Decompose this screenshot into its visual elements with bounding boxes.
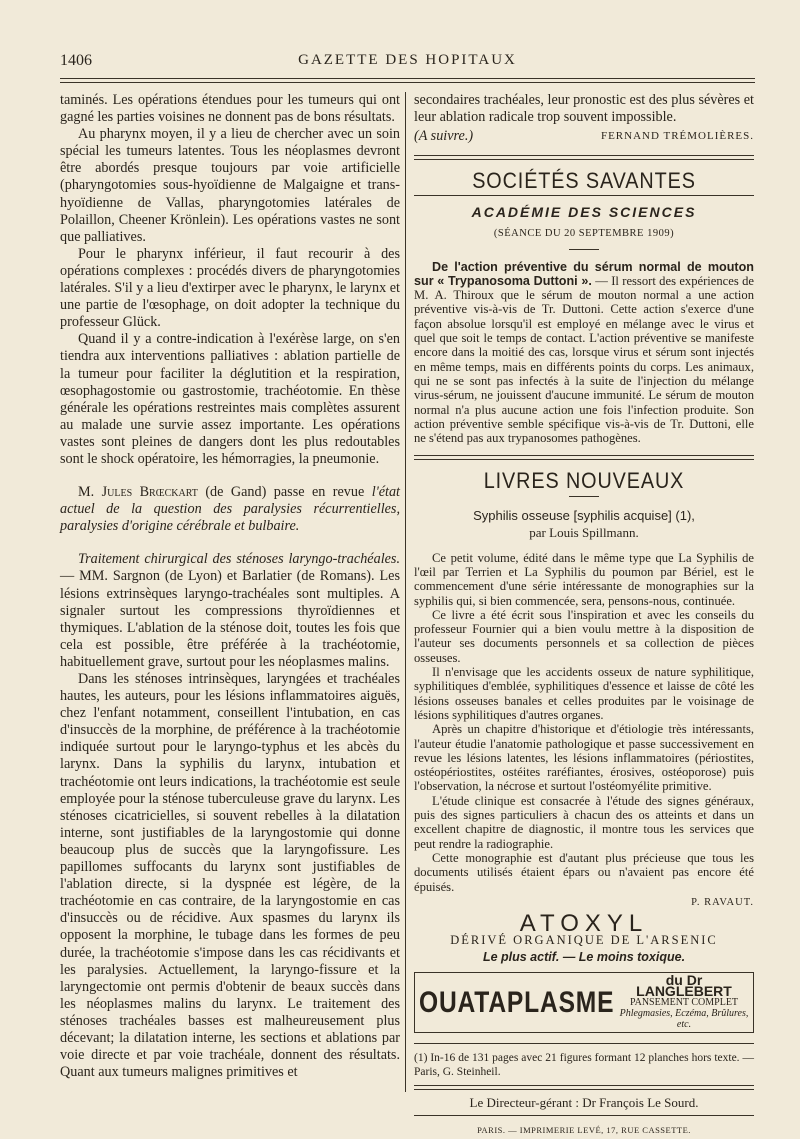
right-column: [414, 92, 754, 1139]
paragraph: Pour le pharynx inférieur, il faut recourir à des opérations complexes : procédés divers de pharyngotomies latérales. S'il y a lieu d'extirper avec le pharynx, le larynx et une partie de l'œsophage, on doit adopter la technique du professeur Glück.: [60, 245, 400, 331]
ad-tagline: Le plus actif. — Le moins toxique.: [482, 950, 686, 965]
header-rule: [60, 78, 755, 79]
advertisement-ouataplasme: [414, 972, 754, 1033]
paragraph: Cette monographie est d'autant plus précieuse que tous les documents utilisés étaient épars ou n'avaient pas encore été épuisés.: [414, 850, 754, 894]
column-separator: [405, 92, 406, 1092]
rule: [414, 195, 754, 196]
paragraph: Dans les sténoses intrinsèques, laryngées et trachéales hautes, les auteurs, pour les lésions inflammatoires aiguës, chez l'enfant notamment, conseillent l'intubation, en cas d'insuccès de la morphine, de préférence à la trachéotomie indiquée surtout pour le laryngo-typhus et les abcès du larynx. Dans la syphilis du larynx, intubation et trachéotomie ont leurs indications, la trachéotomie est seule employée pour la sténose tuberculeuse grave du larynx. Les sténoses cicatricielles, si souvent rebelles à la dilatation interne, sont justifiables de la laryngostomie qui donne beaucoup plus de succès que la laryngofissure. Les papillomes suffocants du larynx sont justifiables de l'ablation directe, si la dyspnée est légère, de la trachéotomie en cas contraire, de la laryngostomie en cas d'insuccès ou de récidive. Aux spasmes du larynx ils opposent la morphine, le tubage dans les formes de peu durée, la trachéotomie s'impose dans les cas récidivants et les paralysies. Actuellement, la laryngo-fissure et la laryngectomie ont permis d'obtenir de beaux succès dans les néoplasmes malins du larynx. Le traitement des sténoses trachéales basses est malheureusement plus décevant; la dilatation interne, les sections et ablations par voie directe et par voie trachéale, donnent des résultats. Quant aux tumeurs malignes primitives et: [60, 671, 400, 1081]
paragraph: L'étude clinique est consacrée à l'étude des signes généraux, puis des signes particuliers à chacun des os atteints et dans un excellent chapitre de diagnostic, il montre tous les services que peut rendre la radiographie.: [414, 793, 754, 851]
section-title-societes: SOCIÉTÉS SAVANTES: [472, 168, 696, 194]
signature-line: [414, 128, 754, 145]
ad-brand: ATOXYL: [519, 909, 649, 937]
short-rule: [569, 496, 599, 497]
paragraph: Ce livre a été écrit sous l'inspiration et avec les conseils du professeur Fournier qui a bien voulu mettre à la disposition de l'auteur ses documents personnels et sa collection de pièces osseuses.: [414, 607, 754, 665]
rule: [414, 1043, 754, 1044]
page-header: [60, 52, 755, 76]
ad-ouataplasme-detail: du Dr LANGLEBERT PANSEMENT COMPLET Phlegmasies, Eczéma, Brûlures, etc.: [619, 972, 749, 1031]
article-title: De l'action préventive du sérum normal de mouton sur « Trypanosoma Duttoni ».: [414, 259, 754, 288]
ad-ouataplasme-brand: OUATAPLASME: [419, 986, 615, 1020]
paragraph: Ce petit volume, édité dans le même type que La Syphilis de l'œil par Terrien et La Syphilis du poumon par Bériel, est le commencement d'une série intéressante de monographies sur la syphilis qui, si bien commencée, sera, pensons-nous, continuée.: [414, 550, 754, 608]
paragraph: taminés. Les opérations étendues pour les tumeurs qui ont gagné les parties voisines ne donnent pas de bons résultats.: [60, 92, 400, 126]
rule: [414, 1085, 754, 1090]
to-be-continued: (A suivre.): [414, 128, 474, 145]
author-signature: FERNAND TRÉMOLIÈRES.: [600, 130, 754, 143]
advertisement-atoxyl: [414, 909, 754, 966]
left-column: [60, 92, 400, 1081]
short-rule: [569, 249, 599, 250]
paragraph: secondaires trachéales, leur pronostic est des plus sévères et leur ablation radicale trop souvent impossible.: [414, 92, 754, 126]
review-signature: P. RAVAUT.: [691, 896, 754, 908]
footnote: (1) In-16 de 131 pages avec 21 figures formant 12 planches hors texte. — Paris, G. Steinheil.: [414, 1052, 754, 1078]
paragraph-stenoses: Traitement chirurgical des sténoses laryngo-trachéales. — MM. Sargnon (de Lyon) et Barlatier (de Romans). Les lésions extrinsèques laryngo-trachéales sont multiples. A signaler surtout les compressions thyroïdiennes et thymiques. L'ablation de la sténose doit, toutes les fois que cela est possible, être préférée à la trachéotomie, habituellement grave, surtout pour les néoplasmes malins.: [60, 551, 400, 670]
paragraph: Il n'envisage que les accidents osseux de nature syphilitique, syphilitiques d'emblée, syphilitiques d'essence et laisse de côté les lésions osseuses banales et celles produites par le voisinage de lésions syphilitiques d'autres organes.: [414, 665, 754, 722]
paragraph: Après un chapitre d'historique et d'étiologie très intéressants, l'auteur étudie l'anatomie pathologique et passe successivement en revue les lésions latentes, les lésions inflammatoires (périostites, ostéopériostites, ostéites raréfiantes, érosives, ostéoporose) puis l'observation, la nécrose et surtout l'ostéomyélite primitive.: [414, 722, 754, 794]
author-name: M. Jules Brœckart: [78, 484, 198, 501]
session-date: (SÉANCE DU 20 SEPTEMBRE 1909): [493, 228, 675, 240]
section-rule: [414, 155, 754, 160]
journal-title: GAZETTE DES HOPITAUX: [298, 52, 517, 68]
paragraph: Quand il y a contre-indication à l'exérèse large, on s'en tiendra aux interventions palliatives : ablation partielle de la tumeur pour faciliter la déglutition et la respiration, œsophagostomie ou gastrostomie, trachéotomie. En thèse générale les opérations restreintes mais complètes assurent au malade une survie assez importante. Les opérations vastes sont pleines de dangers dont les plus redoutables sont le shock opératoire, les hémorragies, la pneumonie.: [60, 331, 400, 467]
subsection-title: ACADÉMIE DES SCIENCES: [471, 204, 697, 221]
article-paragraph: De l'action préventive du sérum normal de mouton sur « Trypanosoma Duttoni ». — Il ressort des expériences de M. A. Thiroux que le sérum de mouton normal a une action préventive vis-à-vis de Tr. Duttoni. Cette action s'exerce d'une façon absolue lorsqu'il est employé en mélange avec le virus et quel que soit le temps de contact. L'action préventive se manifeste encore dans la moitié des cas, lorsque virus et sérum sont injectés en même temps, mais en différents points du corps. Les animaux, qui ne se sont pas infectés à la suite de l'injection du mélange virus-sérum, ne jouissent d'aucune immunité. Le sérum de mouton normal n'a plus aucune action une fois l'infection produite. Son action préventive semble spécifique vis-à-vis de Tr. Duttoni, elle ne s'étend pas aux trypanosomes pathogènes.: [414, 259, 755, 446]
book-title: Syphilis osseuse [syphilis acquise] (1),: [473, 507, 695, 523]
rule: [414, 1115, 754, 1116]
paragraph: Au pharynx moyen, il y a lieu de chercher avec un soin spécial les tumeurs latentes. Tous les néoplasmes devront être abordés presque toujours par voie artificielle (pharyngotomies sous-hyoïdienne de Malgaigne et trans-hyoïdienne de Vallas, pharyngotomies latérales de Polaillon, Cheener Krönlein). Les opérations vastes ne sont que palliatives.: [60, 126, 400, 245]
page-number: 1406: [60, 52, 92, 69]
section-title-livres: LIVRES NOUVEAUX: [483, 468, 685, 494]
article-heading: Traitement chirurgical des sténoses laryngo-trachéales.: [78, 551, 400, 568]
paragraph-broeckart: M. Jules Brœckart (de Gand) passe en revue l'état actuel de la question des paralysies récurrentielles, paralysies d'origine cérébrale et bulbaire.: [60, 484, 401, 535]
header-rule-2: [60, 82, 755, 83]
section-rule: [414, 455, 754, 460]
book-author: par Louis Spillmann.: [529, 524, 639, 540]
director-line: Le Directeur-gérant : Dr François Le Sourd.: [469, 1095, 699, 1111]
ad-subtitle: DÉRIVÉ ORGANIQUE DE L'ARSENIC: [450, 933, 718, 948]
printer-line: PARIS. — IMPRIMERIE LEVÉ, 17, RUE CASSETTE.: [477, 1125, 691, 1136]
